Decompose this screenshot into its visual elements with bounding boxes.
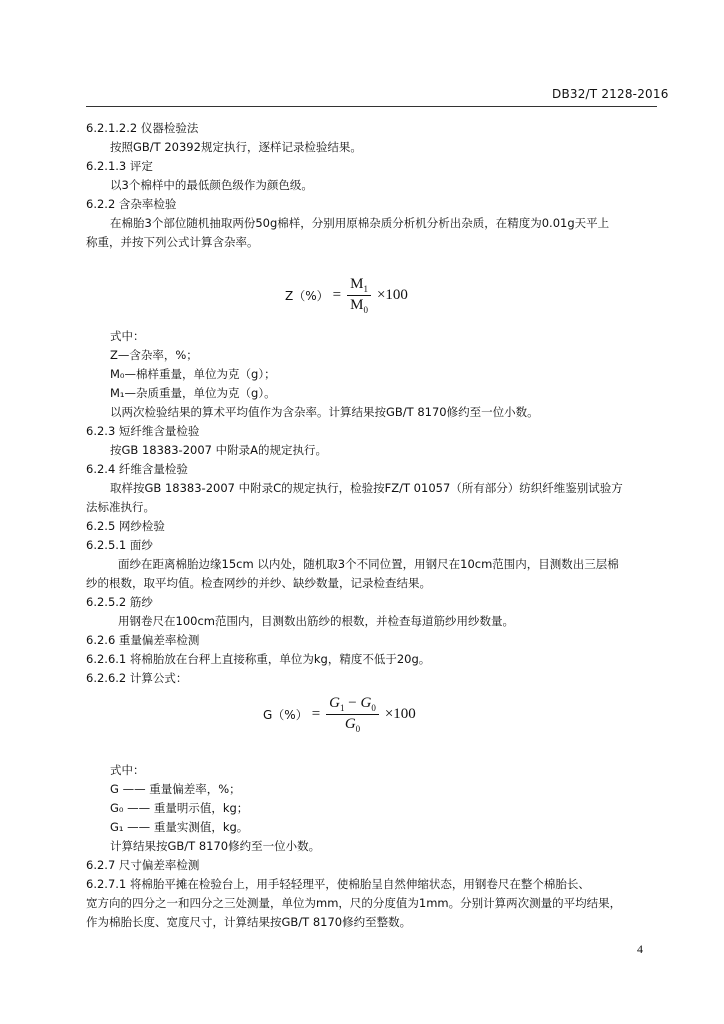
text-line: 法标准执行。: [86, 500, 155, 514]
text-line: 6.2.7 尺寸偏差率检测: [86, 858, 200, 872]
formula-equals: =: [311, 706, 321, 722]
text-line: 6.2.1.2.2 仪器检验法: [86, 121, 199, 135]
text-line: G —— 重量偏差率，%；: [110, 782, 241, 796]
text-line: 用钢卷尺在100cm范围内，目测数出筋纱的根数，并检查每道筋纱用纱数量。: [118, 614, 514, 628]
page-number: 4: [637, 942, 643, 956]
text-line: 计算结果按GB/T 8170修约至一位小数。: [110, 839, 321, 853]
text-line: 宽方向的四分之一和四分之三处测量，单位为mm，尺的分度值为1mm。分别计算两次测量的平均结果，: [86, 896, 622, 910]
text-line: 以两次检验结果的算术平均值作为含杂率。计算结果按GB/T 8170修约至一位小数。: [110, 405, 539, 419]
text-line: 按GB 18383-2007 中附录A的规定执行。: [110, 443, 327, 457]
text-line: 6.2.3 短纤维含量检验: [86, 424, 200, 438]
formula-multiplier: ×100: [376, 287, 408, 303]
text-line: 按照GB/T 20392规定执行，逐样记录检验结果。: [110, 140, 362, 154]
text-line: 6.2.5.1 面纱: [86, 538, 153, 552]
numerator: M: [350, 276, 364, 292]
text-line: 6.2.6 重量偏差率检测: [86, 633, 200, 647]
text-line: Z—含杂率，%；: [110, 348, 198, 362]
text-line: M₁—杂质重量，单位为克（g）。: [110, 386, 276, 400]
text-line: 作为棉胎长度、宽度尺寸，计算结果按GB/T 8170修约至整数。: [86, 915, 412, 929]
formula-lhs: Z（%）: [285, 289, 329, 303]
text-line: 6.2.6.2 计算公式：: [86, 671, 188, 685]
text-line: 6.2.4 纤维含量检验: [86, 462, 188, 476]
numerator-b: G: [360, 695, 372, 711]
denominator-sub: 0: [355, 724, 361, 734]
numerator-sub: 1: [363, 284, 368, 294]
text-line: 在棉胎3个部位随机抽取两份50g棉样，分别用原棉杂质分析机分析出杂质，在精度为0.01g天平上: [110, 216, 610, 230]
formula-equals: =: [332, 287, 342, 303]
text-line: G₀ —— 重量明示值，kg；: [110, 801, 249, 815]
denominator-sub: 0: [363, 305, 368, 315]
formula-fraction: [347, 276, 371, 315]
text-line: 6.2.5.2 筋纱: [86, 595, 153, 609]
document-code: DB32/T 2128-2016: [552, 87, 669, 101]
text-line: 6.2.6.1 将棉胎放在台秤上直接称重，单位为kg，精度不低于20g。: [86, 652, 431, 666]
text-line: 纱的根数，取平均值。检查网纱的并纱、缺纱数量，记录检查结果。: [86, 576, 431, 590]
text-line: 6.2.7.1 将棉胎平摊在检验台上，用手轻轻理平，使棉胎呈自然伸缩状态，用钢卷尺在整个棉胎长、: [86, 877, 590, 891]
text-line: 取样按GB 18383-2007 中附录C的规定执行，检验按FZ/T 01057（所有部分）纺织纤维鉴别试验方: [110, 481, 623, 495]
text-line: 面纱在距离棉胎边缘15cm 以内处，随机取3个不同位置，用钢尺在10cm范围内，目测数出三层棉: [118, 557, 619, 571]
text-line: 6.2.2 含杂率检验: [86, 197, 177, 211]
numerator-b-sub: 0: [371, 703, 376, 713]
text-line: 式中：: [110, 329, 145, 343]
text-line: 式中：: [110, 763, 145, 777]
text-line: 以3个棉样中的最低颜色级作为颜色级。: [110, 178, 313, 192]
numerator-a-sub: 1: [340, 703, 345, 713]
text-line: 6.2.1.3 评定: [86, 159, 153, 173]
text-line: 6.2.5 网纱检验: [86, 519, 165, 533]
formula-multiplier: ×100: [384, 706, 416, 722]
weight-deviation-formula: [263, 695, 416, 734]
text-line: G₁ —— 重量实测值，kg。: [110, 820, 249, 834]
text-line: 称重，并按下列公式计算含杂率。: [86, 235, 259, 249]
formula-lhs: G（%）: [263, 708, 308, 722]
impurity-formula: [285, 276, 408, 315]
numerator-a: G: [329, 695, 341, 711]
denominator: M: [350, 297, 364, 313]
header-rule: [86, 106, 657, 107]
minus-sign: −: [344, 695, 361, 711]
text-line: M₀—棉样重量，单位为克（g）；: [110, 367, 276, 381]
denominator: G: [344, 716, 356, 732]
formula-fraction: [326, 695, 379, 734]
